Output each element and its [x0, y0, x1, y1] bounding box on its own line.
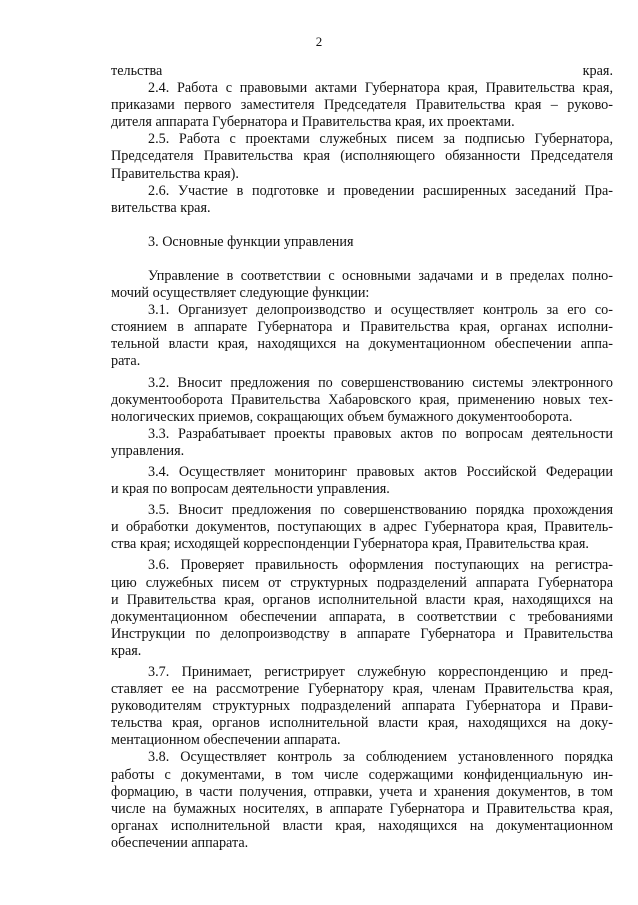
paragraph	[111, 183, 613, 217]
text-line: 3.7. Принимает, регистрирует служебную корреспонденцию и пред-	[148, 664, 613, 680]
text-line: тельной власти края, находящихся на документационном обеспечении аппа-	[111, 336, 613, 353]
text-line: Председателя Правительства края (исполняющего обязанности Председателя	[111, 148, 613, 165]
paragraph	[111, 557, 613, 660]
paragraph-gap	[111, 217, 613, 234]
paragraph	[111, 268, 613, 302]
paragraph	[111, 131, 613, 182]
text-line: мочий осуществляет следующие функции:	[111, 285, 370, 302]
page-number: 2	[315, 34, 323, 49]
text-line: 3.1. Организует делопроизводство и осуществляет контроль за его со-	[148, 302, 613, 319]
text-line: тельства края.	[111, 63, 613, 79]
paragraph	[111, 464, 613, 498]
paragraph	[111, 749, 613, 852]
text-line: стоянием в аппарате Губернатора и Правительства края, органах исполни-	[111, 319, 613, 336]
text-line: формацию, в части получения, отправки, учета и хранения документов, в том	[111, 783, 613, 800]
text-line: ства края; исходящей корреспонденции Губернатора края, Правительства края.	[111, 536, 589, 553]
text-line: 3.8. Осуществляет контроль за соблюдением установленного порядка	[148, 749, 613, 766]
text-line: документооборота Правительства Хабаровского края, применению новых тех-	[111, 391, 613, 408]
text-line: Управление в соответствии с основными задачами и в пределах полно-	[148, 267, 613, 284]
text-line: Инструкции по делопроизводству в аппарате Губернатора и Правительства	[111, 625, 613, 642]
text-line: органах исполнительной власти края, находящихся на документационном	[111, 817, 613, 834]
document-body	[111, 63, 613, 852]
text-line: управления.	[111, 442, 185, 459]
text-line: нологических приемов, сокращающих объем бумажного документооборота.	[111, 408, 573, 425]
text-line: документационном обеспечении аппарата, в соответствии с требованиями	[111, 608, 613, 625]
section-heading	[111, 234, 613, 251]
paragraph-gap	[111, 251, 613, 268]
text-line: цию служебных писем от структурных подразделений аппарата Губернатора	[111, 574, 613, 591]
text-line: 3.6. Проверяет правильность оформления поступающих на регистра-	[148, 557, 613, 574]
text-line: и Правительства края, органов исполнительной власти края, находящихся на	[111, 591, 613, 608]
text-line: края.	[111, 642, 142, 659]
text-line: и обработки документов, поступающих в адрес Губернатора края, Правитель-	[111, 519, 613, 536]
text-line: вительства края.	[111, 199, 211, 216]
paragraph	[111, 375, 613, 426]
text-line: тельства края, органов исполнительной власти края, находящихся на доку-	[111, 715, 613, 732]
paragraph	[111, 63, 613, 131]
text-line: 2.5. Работа с проектами служебных писем за подписью Губернатора,	[148, 131, 613, 148]
text-line: 3.5. Вносит предложения по совершенствованию порядка прохождения	[148, 502, 613, 519]
text-line: 2.4. Работа с правовыми актами Губернатора края, Правительства края,	[148, 80, 613, 97]
paragraph	[111, 426, 613, 460]
text-line: дителя аппарата Губернатора и Правительства края, их проектами.	[111, 114, 515, 131]
text-line: Правительства края).	[111, 165, 239, 182]
text-line: 3. Основные функции управления	[148, 233, 354, 250]
paragraph	[111, 302, 613, 370]
text-line: 2.6. Участие в подготовке и проведении расширенных заседаний Пра-	[148, 182, 613, 199]
text-line: работы с документами, в том числе содержащими конфиденциальную ин-	[111, 766, 613, 783]
text-line: 3.3. Разрабатывает проекты правовых актов по вопросам деятельности	[148, 425, 613, 442]
text-line: руководителям структурных подразделений аппарата Губернатора и Прави-	[111, 698, 613, 715]
paragraph	[111, 502, 613, 553]
text-line: ментационном обеспечении аппарата.	[111, 732, 341, 749]
text-line: 3.4. Осуществляет мониторинг правовых актов Российской Федерации	[148, 463, 613, 480]
text-line: приказами первого заместителя Председателя Правительства края – руково-	[111, 97, 613, 114]
text-line: рата.	[111, 353, 141, 370]
text-line: числе на бумажных носителях, в аппарате Губернатора и Правительства края,	[111, 800, 613, 817]
text-line: 3.2. Вносит предложения по совершенствованию системы электронного	[148, 374, 613, 391]
text-line: ставляет ее на рассмотрение Губернатору края, членам Правительства края,	[111, 681, 613, 698]
text-line: и края по вопросам деятельности управления.	[111, 481, 390, 498]
text-line: обеспечении аппарата.	[111, 834, 249, 851]
paragraph	[111, 664, 613, 749]
